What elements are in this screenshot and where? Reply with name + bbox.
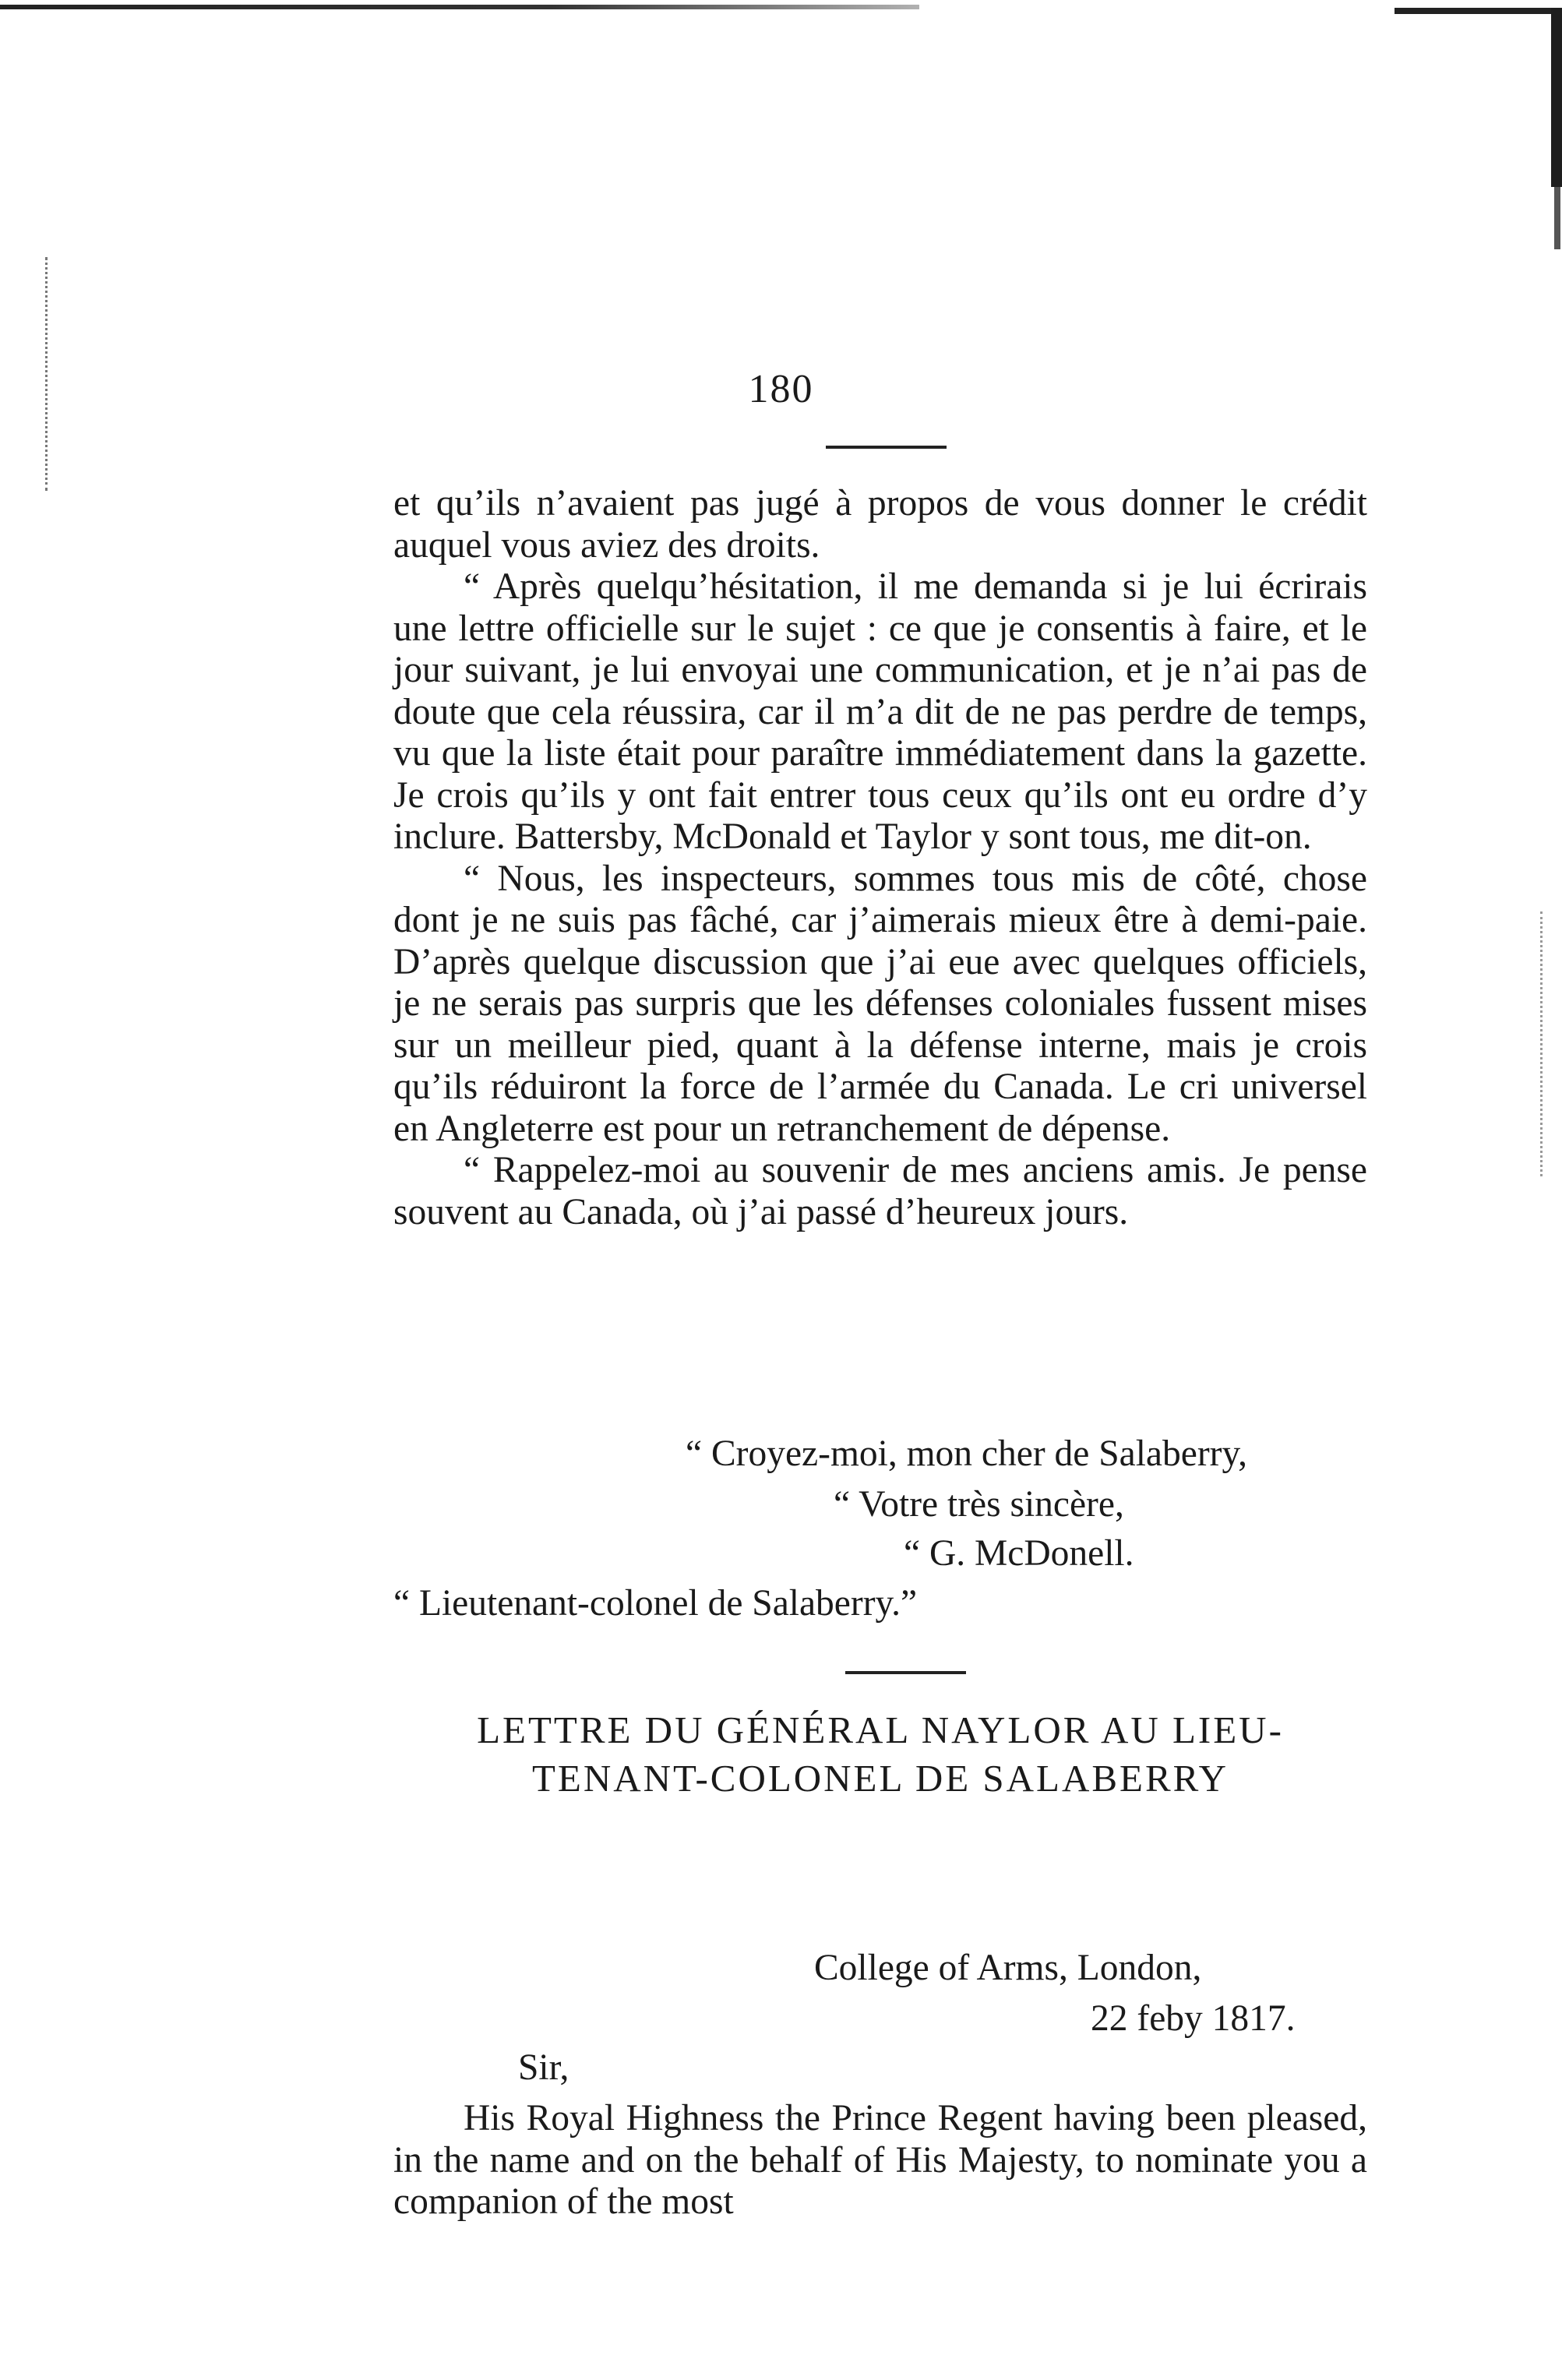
closing-signature: “ G. McDonell. <box>904 1533 1134 1574</box>
closing-addressee: “ Lieutenant-colonel de Salaberry.” <box>393 1583 918 1624</box>
letter-place: College of Arms, London, <box>814 1948 1202 1988</box>
paragraph-2: “ Après quelqu’hésitation, il me demanda si je lui écrirais une lettre officielle sur le sujet : ce que je consentis à faire, et le jour suivant, je lui envoyai une communication, et je n’ai pas de doute que cela réussira, car il m’a dit de ne pas perdre de temps, vu que la liste était pour paraître immédiatement dans la gazette. Je crois qu’ils y ont fait entrer tous ceux qu’ils ont eu ordre d’y inclure. Battersby, McDonald et Taylor y sont tous, me dit-on. <box>393 566 1367 857</box>
letter-body <box>393 2098 1367 2223</box>
letter-salutation: Sir, <box>518 2047 569 2088</box>
body-text <box>393 483 1367 1233</box>
section-heading-line-2: TENANT-COLONEL DE SALABERRY <box>531 1757 1229 1800</box>
section-heading <box>343 1706 1418 1803</box>
letter-date: 22 feby 1817. <box>1091 1998 1296 2039</box>
scan-edge-top-right <box>1395 8 1562 14</box>
closing-line-1: “ Croyez-moi, mon cher de Salaberry, <box>686 1433 1248 1474</box>
section-heading-line-1: LETTRE DU GÉNÉRAL NAYLOR AU LIEU- <box>477 1708 1284 1751</box>
paragraph-1: et qu’ils n’avaient pas jugé à propos de vous donner le crédit auquel vous aviez des droits. <box>393 483 1367 566</box>
paragraph-3: “ Nous, les inspecteurs, sommes tous mis de côté, chose dont je ne suis pas fâché, car j’aimerais mieux être à demi-paie. D’après quelque discussion que j’ai eue avec quelques officiels, je ne serais pas surpris que les défenses coloniales fussent mises sur un meilleur pied, quant à la défense interne, mais je crois qu’ils réduiront la force de l’armée du Canada. Le cri universel en Angleterre est pour un retranchement de dépense. <box>393 858 1367 1149</box>
scan-edge-top <box>0 5 919 9</box>
scan-marks-right <box>1540 911 1545 1176</box>
scan-edge-right-lower <box>1554 187 1560 249</box>
scan-edge-right <box>1551 8 1562 187</box>
closing-line-2: “ Votre très sincère, <box>834 1484 1124 1525</box>
divider-rule-top <box>826 446 947 449</box>
divider-rule-middle <box>845 1671 966 1674</box>
page-number: 180 <box>748 367 814 411</box>
paragraph-4: “ Rappelez-moi au souvenir de mes anciens amis. Je pense souvent au Canada, où j’ai passé d’heureux jours. <box>393 1150 1367 1232</box>
letter-body-paragraph: His Royal Highness the Prince Regent having been pleased, in the name and on the behalf of His Majesty, to nominate you a companion of the most <box>393 2098 1367 2222</box>
